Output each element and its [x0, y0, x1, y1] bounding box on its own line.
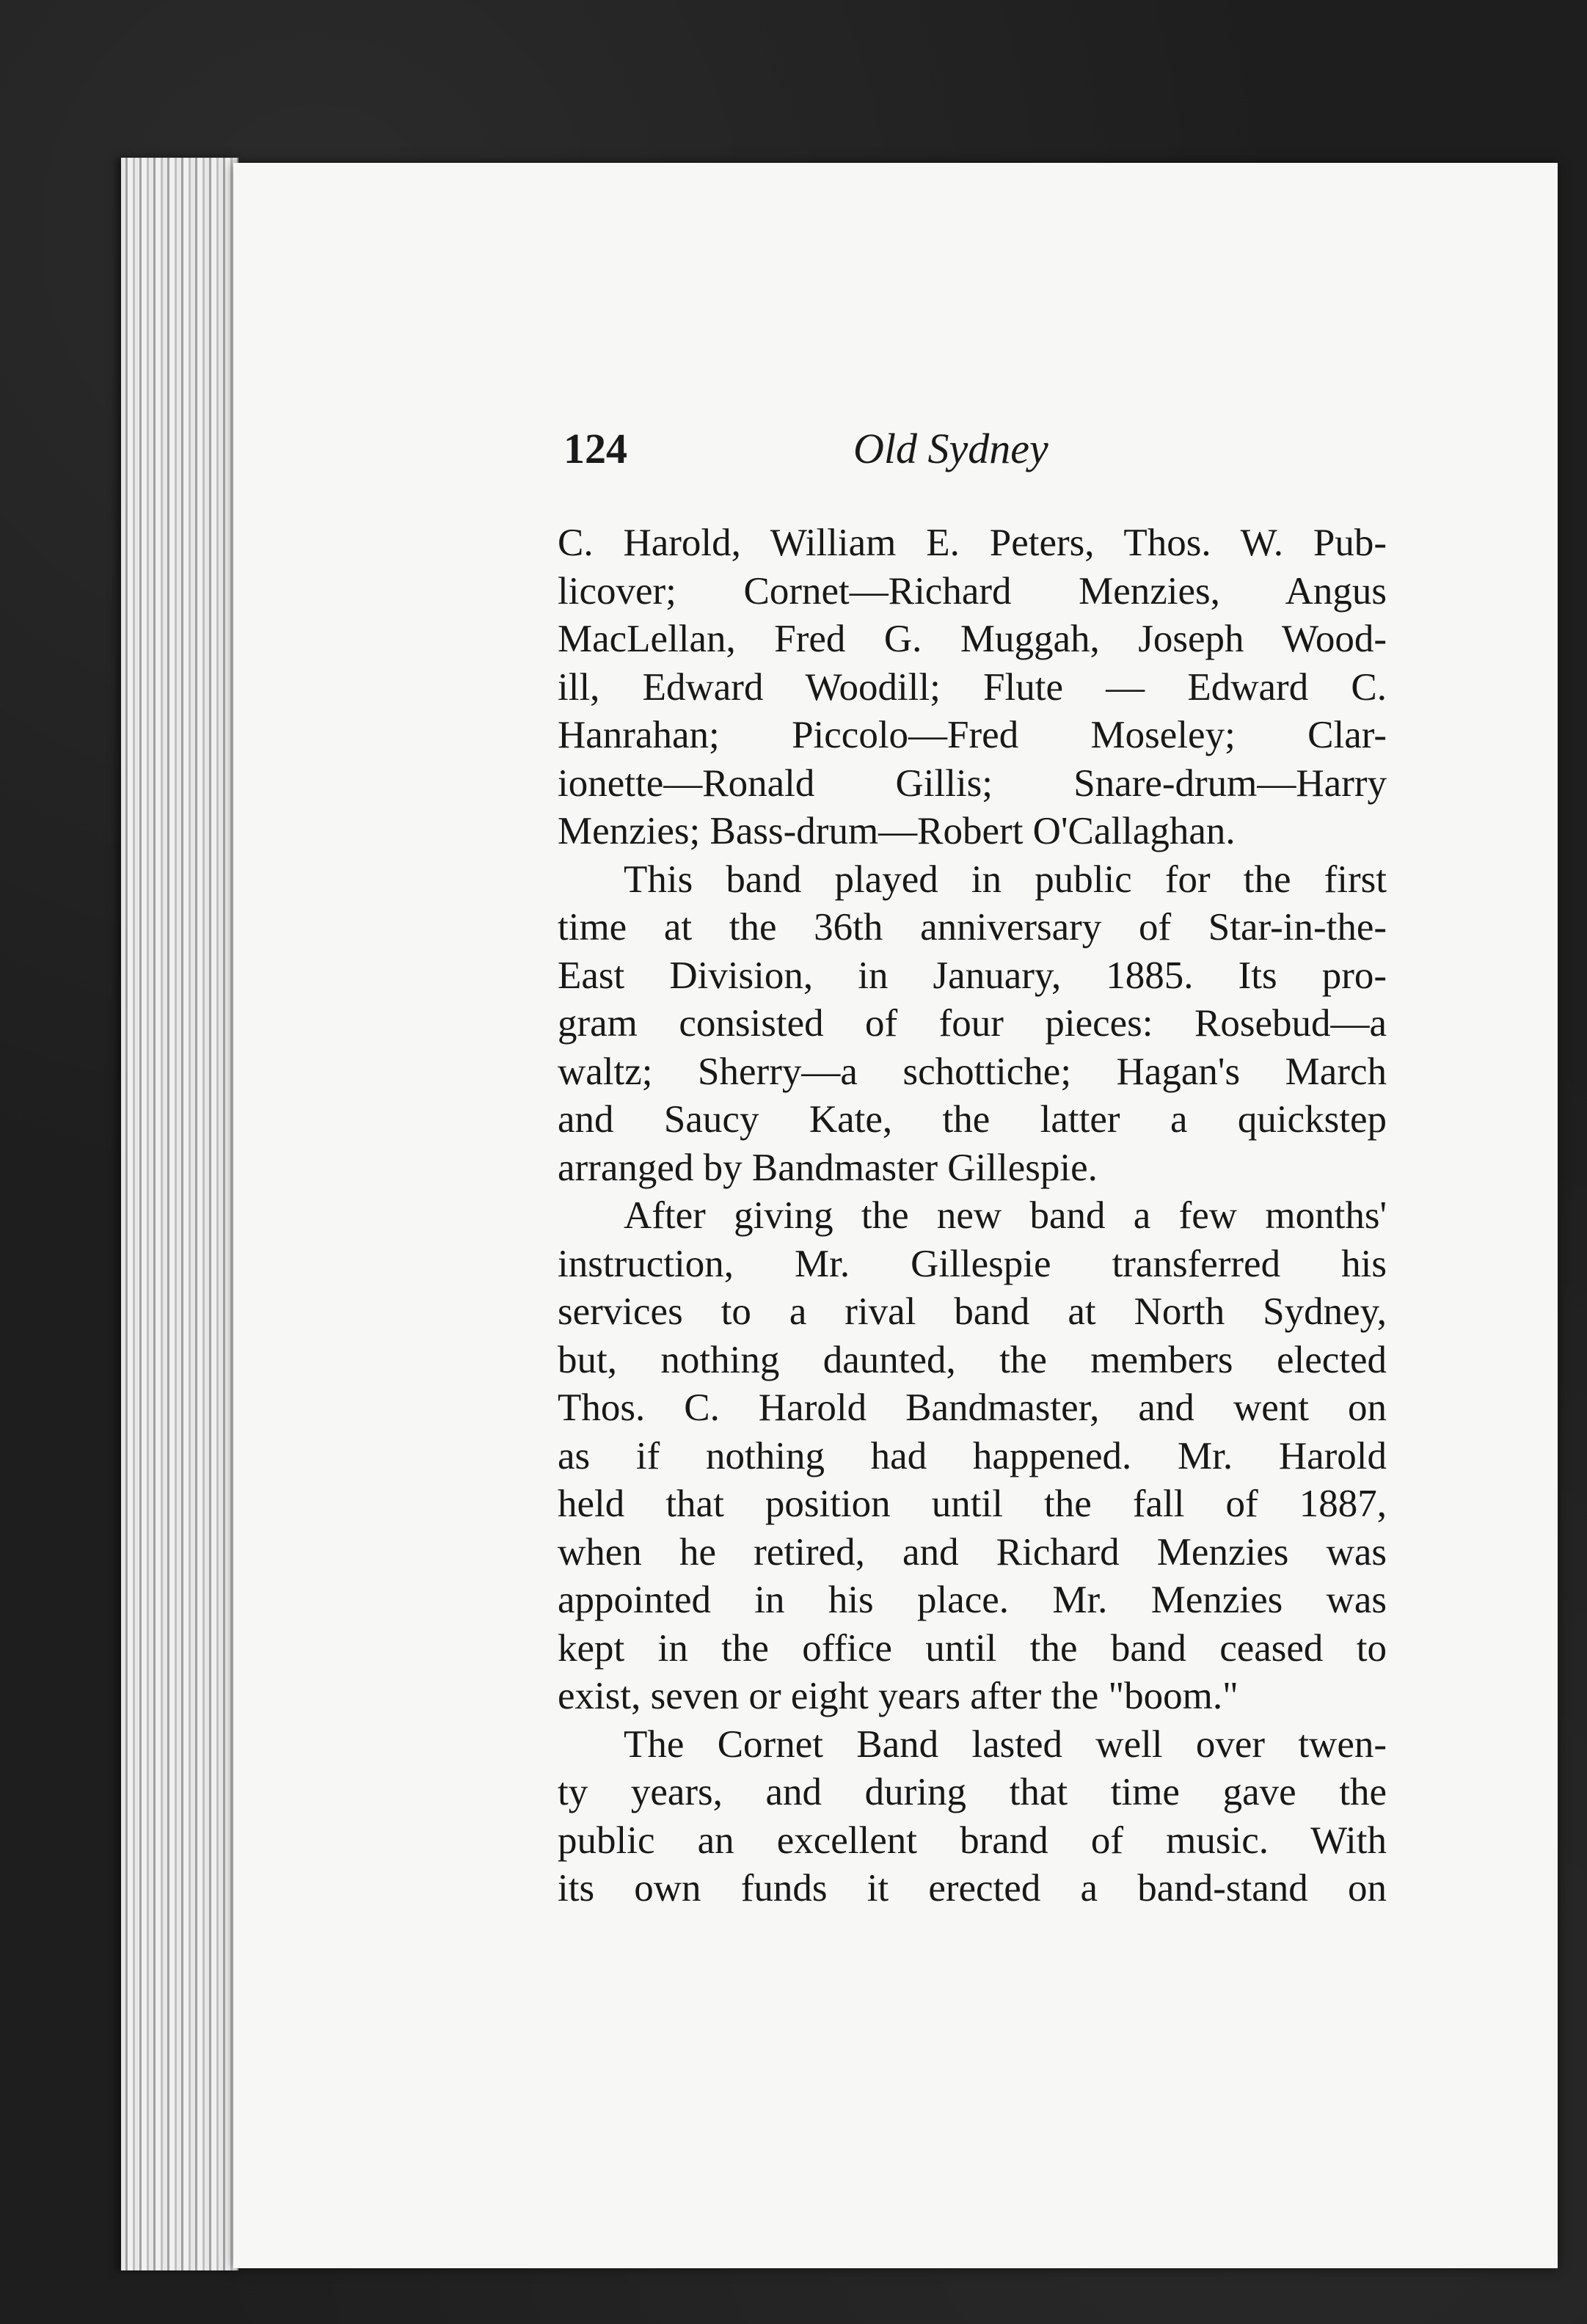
text-line: Hanrahan; Piccolo—Fred Moseley; Clar- — [558, 714, 1387, 756]
text-line: and Saucy Kate, the latter a quickstep — [558, 1098, 1387, 1141]
text-line: when he retired, and Richard Menzies was — [558, 1530, 1387, 1574]
text-line: but, nothing daunted, the members elected — [558, 1338, 1387, 1381]
text-line: After giving the new band a few months' — [624, 1194, 1387, 1237]
text-line: ty years, and during that time gave the — [558, 1771, 1387, 1813]
text-line: ionette—Ronald Gillis; Snare-drum—Harry — [558, 761, 1387, 805]
text-line: appointed in his place. Mr. Menzies was — [558, 1579, 1387, 1621]
text-line: time at the 36th anniversary of Star-in-the- — [558, 906, 1387, 949]
running-head — [563, 424, 1385, 483]
text-line: gram consisted of four pieces: Rosebud—a — [558, 1002, 1387, 1045]
text-line: Thos. C. Harold Bandmaster, and went on — [558, 1386, 1387, 1429]
text-line: arranged by Bandmaster Gillespie. — [558, 1146, 1098, 1189]
text-line: waltz; Sherry—a schottiche; Hagan's March — [558, 1050, 1387, 1093]
text-line: Menzies; Bass-drum—Robert O'Callaghan. — [558, 810, 1236, 852]
text-line: public an excellent brand of music. With — [558, 1819, 1387, 1862]
text-line: as if nothing had happened. Mr. Harold — [558, 1434, 1387, 1477]
text-line: This band played in public for the first — [624, 858, 1387, 901]
text-line: C. Harold, William E. Peters, Thos. W. Pub- — [558, 522, 1387, 564]
text-line: instruction, Mr. Gillespie transferred his — [558, 1242, 1387, 1285]
text-line: exist, seven or eight years after the "boom." — [558, 1675, 1238, 1717]
text-line: ill, Edward Woodill; Flute — Edward C. — [558, 665, 1387, 709]
text-line: its own funds it erected a band-stand on — [558, 1867, 1387, 1910]
text-line: MacLellan, Fred G. Muggah, Joseph Wood- — [558, 618, 1387, 660]
text-line: East Division, in January, 1885. Its pro- — [558, 954, 1387, 997]
page-number: 124 — [563, 425, 627, 472]
text-line: The Cornet Band lasted well over twen- — [624, 1722, 1387, 1766]
book-page-edges — [121, 158, 238, 2270]
text-line: kept in the office until the band ceased to — [558, 1626, 1387, 1670]
text-line: licover; Cornet—Richard Menzies, Angus — [558, 569, 1387, 613]
text-line: held that position until the fall of 1887, — [558, 1483, 1387, 1525]
text-line: services to a rival band at North Sydney, — [558, 1290, 1387, 1333]
body-text — [558, 519, 1387, 1913]
running-head-title: Old Sydney — [853, 425, 1048, 472]
